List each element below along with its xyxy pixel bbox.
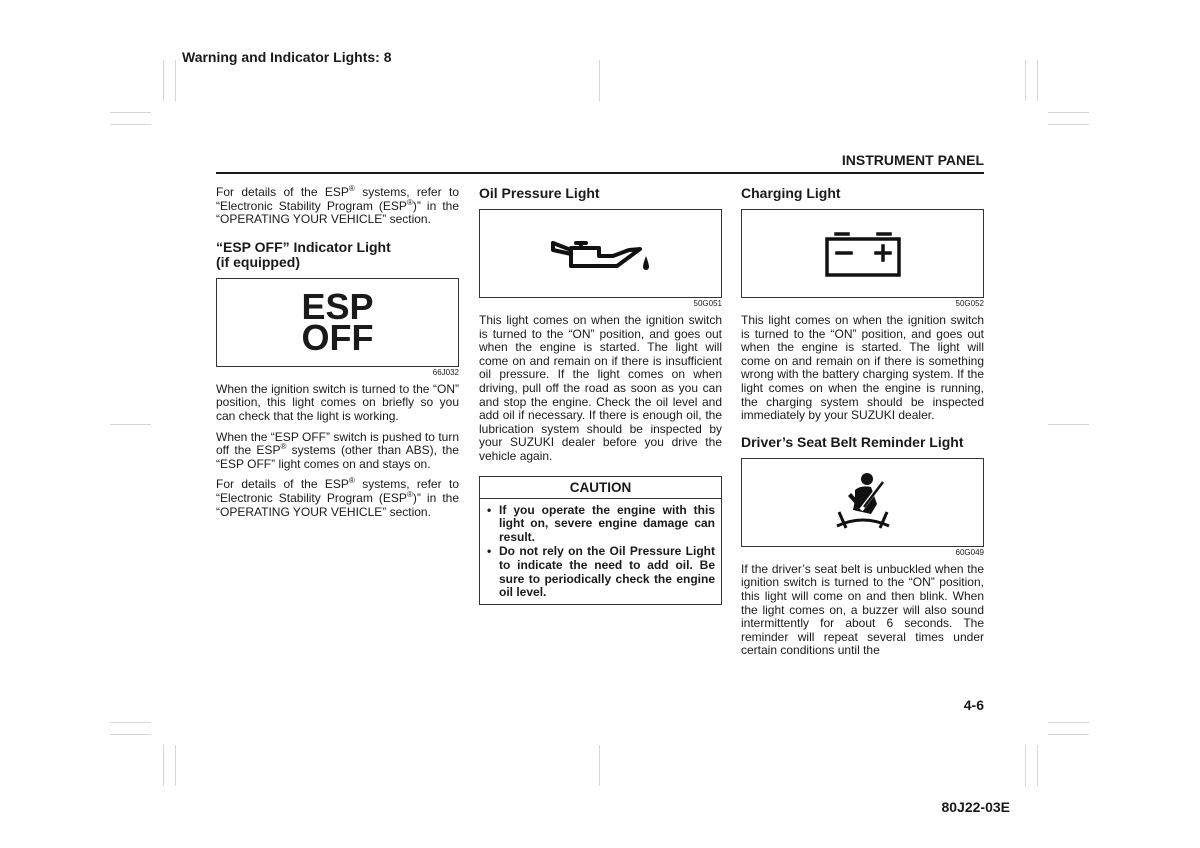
esp-paragraph-3: For details of the ESP® systems, refer to “Electronic Stability Program (ESP®)” in the “OPERATING YOUR VEHICLE” section. xyxy=(216,476,459,519)
charging-heading: Charging Light xyxy=(741,185,841,201)
esp-off-icon: ESP OFF xyxy=(301,286,374,359)
document-code: 80J22-03E xyxy=(941,799,1010,815)
caution-list xyxy=(480,499,721,604)
oil-pressure-body: This light comes on when the ignition switch is turned to the “ON” position, and goes out when the engine is started. The light will come on and remain on if there is insufficient oil pressure. If the light comes on when driving, pull off the road as soon as you can and stop the engine. Check the oil level and add oil if necessary. If there is enough oil, the lubrication system should be inspected by your SUZUKI dealer before you drive the vehicle again. xyxy=(479,313,722,463)
crop-mark xyxy=(1048,734,1089,735)
esp-off-heading: “ESP OFF” Indicator Light (if equipped) xyxy=(216,238,391,270)
crop-mark xyxy=(175,60,176,101)
caution-item: • If you operate the engine with this light on, severe engine damage can result. xyxy=(486,504,715,545)
crop-mark xyxy=(163,745,164,786)
seatbelt-figure xyxy=(741,458,984,547)
figure-code: 66J032 xyxy=(432,367,459,377)
section-title: INSTRUMENT PANEL xyxy=(841,152,984,168)
crop-mark xyxy=(599,60,600,101)
charging-figure xyxy=(741,209,984,298)
crop-mark xyxy=(1037,60,1038,101)
header-rule xyxy=(216,172,984,174)
crop-mark xyxy=(1048,124,1089,125)
oil-pressure-figure xyxy=(479,209,722,298)
charging-body: This light comes on when the ignition switch is turned to the “ON” position, and goes out when the engine is started. The light will come on and remain on if there is something wrong with the battery charging system. If the light comes on when the engine is running, the charging system should be inspected immediately by your SUZUKI dealer. xyxy=(741,313,984,423)
oil-pressure-heading: Oil Pressure Light xyxy=(479,185,600,201)
figure-code: 60G049 xyxy=(955,547,984,557)
crop-mark xyxy=(1048,112,1089,113)
esp-paragraph-2: When the “ESP OFF” switch is pushed to turn off the ESP® systems (other than ABS), the “ESP OFF” light comes on and stays on. xyxy=(216,429,459,471)
esp-off-figure xyxy=(216,278,459,367)
seatbelt-icon xyxy=(831,470,895,534)
crop-mark xyxy=(1025,60,1026,101)
page-number: 4-6 xyxy=(963,697,984,713)
crop-mark xyxy=(599,745,600,786)
caution-title: CAUTION xyxy=(480,477,721,499)
caution-item: • Do not rely on the Oil Pressure Light to indicate the need to add oil. Be sure to periodically check the engine oil level. xyxy=(486,545,715,599)
seatbelt-heading: Driver’s Seat Belt Reminder Light xyxy=(741,433,964,450)
figure-code: 50G051 xyxy=(693,299,722,308)
column-middle xyxy=(479,186,722,605)
figure-code: 50G052 xyxy=(955,299,984,308)
running-header: Warning and Indicator Lights: 8 xyxy=(182,49,392,65)
column-right xyxy=(741,186,984,665)
crop-mark xyxy=(110,734,151,735)
crop-mark xyxy=(110,112,151,113)
crop-mark xyxy=(110,722,151,723)
crop-mark xyxy=(110,124,151,125)
esp-paragraph-1: When the ignition switch is turned to the “ON” position, this light comes on briefly so you can check that the light is working. xyxy=(216,381,459,423)
crop-mark xyxy=(1048,424,1089,425)
crop-mark xyxy=(163,60,164,101)
seatbelt-body: If the driver’s seat belt is unbuckled when the ignition switch is turned to the “ON” position, this light will come on and then blink. When the light comes on, a buzzer will also sound intermittently for about 6 seconds. The reminder will repeat several times under certain conditions until the xyxy=(741,561,984,658)
esp-intro-paragraph: For details of the ESP® systems, refer to “Electronic Stability Program (ESP®)” in the “OPERATING YOUR VEHICLE” section. xyxy=(216,184,459,227)
column-left xyxy=(216,186,459,526)
oil-can-icon xyxy=(549,234,653,274)
crop-mark xyxy=(1025,745,1026,786)
caution-box xyxy=(479,476,722,605)
battery-icon xyxy=(821,229,905,279)
crop-mark xyxy=(1048,722,1089,723)
crop-mark xyxy=(175,745,176,786)
crop-mark xyxy=(110,424,151,425)
crop-mark xyxy=(1037,745,1038,786)
